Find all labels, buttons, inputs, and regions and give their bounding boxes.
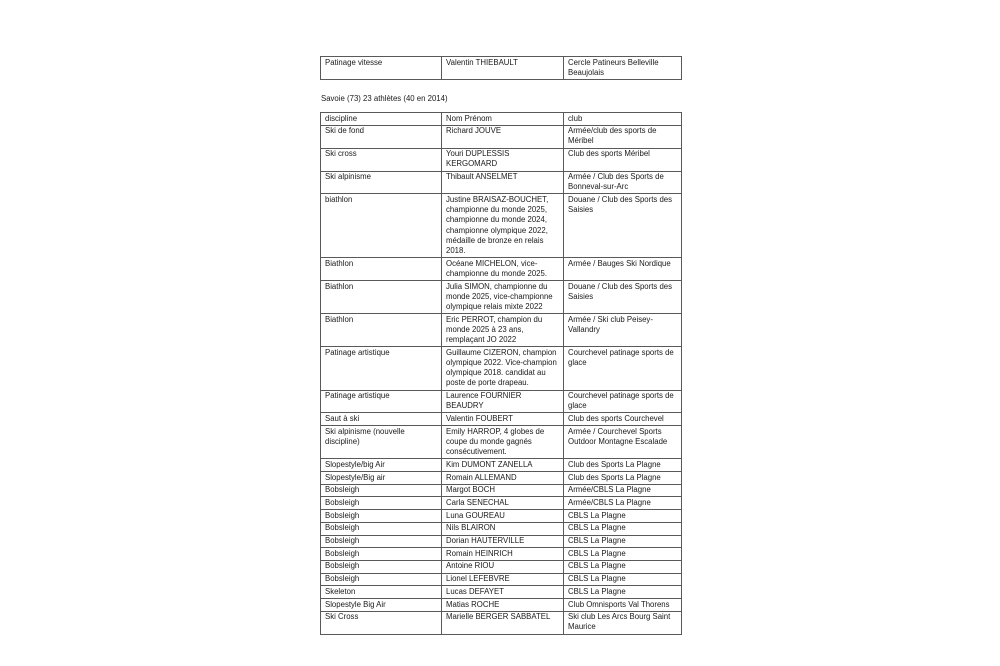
table-cell: Eric PERROT, champion du monde 2025 à 23 ans, remplaçant JO 2022 <box>442 314 564 347</box>
table-row <box>321 459 682 472</box>
table-cell: Matias ROCHE <box>442 599 564 612</box>
table-row <box>321 148 682 171</box>
table-cell: CBLS La Plagne <box>564 586 682 599</box>
column-header: Nom Prénom <box>442 113 564 126</box>
table-cell: Ski cross <box>321 148 442 171</box>
table-cell: Nils BLAIRON <box>442 522 564 535</box>
column-header: discipline <box>321 113 442 126</box>
table-cell: Bobsleigh <box>321 573 442 586</box>
table-cell: Romain ALLEMAND <box>442 472 564 485</box>
table-row <box>321 599 682 612</box>
table-cell: CBLS La Plagne <box>564 560 682 573</box>
table-cell: Courchevel patinage sports de glace <box>564 390 682 413</box>
table-cell: Club des sports Courchevel <box>564 413 682 426</box>
table-row <box>321 484 682 497</box>
table-cell: Courchevel patinage sports de glace <box>564 347 682 390</box>
table-row <box>321 390 682 413</box>
table-cell: Antoine RIOU <box>442 560 564 573</box>
table-cell: CBLS La Plagne <box>564 573 682 586</box>
table-row <box>321 611 682 634</box>
table-cell: Armée/club des sports de Méribel <box>564 125 682 148</box>
table-row <box>321 347 682 390</box>
table-cell: Richard JOUVE <box>442 125 564 148</box>
table-row <box>321 314 682 347</box>
table-cell: Cercle Patineurs Belleville Beaujolais <box>564 57 682 80</box>
table-row <box>321 510 682 523</box>
table-cell: Carla SENECHAL <box>442 497 564 510</box>
table-cell: Armée / Bauges Ski Nordique <box>564 258 682 281</box>
table-cell: CBLS La Plagne <box>564 548 682 561</box>
table-cell: Bobsleigh <box>321 560 442 573</box>
table-row <box>321 560 682 573</box>
table-cell: Armée / Club des Sports de Bonneval-sur-Arc <box>564 171 682 194</box>
table-cell: Valentin FOUBERT <box>442 413 564 426</box>
column-header: club <box>564 113 682 126</box>
table-cell: Biathlon <box>321 258 442 281</box>
table-cell: Patinage vitesse <box>321 57 442 80</box>
table-cell: Ski Cross <box>321 611 442 634</box>
table-row <box>321 413 682 426</box>
table-cell: Lucas DEFAYET <box>442 586 564 599</box>
table-cell: Club des Sports La Plagne <box>564 472 682 485</box>
table-cell: Ski club Les Arcs Bourg Saint Maurice <box>564 611 682 634</box>
table-cell: Armée/CBLS La Plagne <box>564 484 682 497</box>
table-cell: Armée / Courchevel Sports Outdoor Montagne Escalade <box>564 426 682 459</box>
table-cell: Ski alpinisme (nouvelle discipline) <box>321 426 442 459</box>
table-cell: Romain HEINRICH <box>442 548 564 561</box>
table-row <box>321 573 682 586</box>
table-cell: Justine BRAISAZ-BOUCHET, championne du monde 2025, championne du monde 2024, championne olympique 2022, médaille de bronze en relais 2018. <box>442 194 564 258</box>
table-row <box>321 426 682 459</box>
section-heading: Savoie (73) 23 athlètes (40 en 2014) <box>321 94 448 103</box>
table-cell: Club des sports Méribel <box>564 148 682 171</box>
table-row <box>321 586 682 599</box>
table-row <box>321 194 682 258</box>
table-cell: Douane / Club des Sports des Saisies <box>564 194 682 258</box>
table-cell: CBLS La Plagne <box>564 510 682 523</box>
table-cell: Océane MICHELON, vice-championne du monde 2025. <box>442 258 564 281</box>
table-cell: Youri DUPLESSIS KERGOMARD <box>442 148 564 171</box>
table-cell: Dorian HAUTERVILLE <box>442 535 564 548</box>
table-cell: Bobsleigh <box>321 522 442 535</box>
table-cell: Club Omnisports Val Thorens <box>564 599 682 612</box>
table-cell: Bobsleigh <box>321 510 442 523</box>
previous-table-fragment <box>320 56 682 80</box>
table-cell: Bobsleigh <box>321 497 442 510</box>
table-cell: Saut à ski <box>321 413 442 426</box>
table-header-row <box>321 113 682 126</box>
table-row <box>321 522 682 535</box>
table-cell: Lionel LEFEBVRE <box>442 573 564 586</box>
table-cell: Thibault ANSELMET <box>442 171 564 194</box>
table-row <box>321 535 682 548</box>
table-cell: Emily HARROP, 4 globes de coupe du monde gagnés consécutivement. <box>442 426 564 459</box>
table-row <box>321 548 682 561</box>
table-cell: Marielle BERGER SABBATEL <box>442 611 564 634</box>
table-cell: Skeleton <box>321 586 442 599</box>
table-row <box>321 497 682 510</box>
table-cell: Julia SIMON, championne du monde 2025, vice-championne olympique relais mixte 2022 <box>442 281 564 314</box>
table-cell: CBLS La Plagne <box>564 535 682 548</box>
table-row <box>321 171 682 194</box>
table-row <box>321 57 682 80</box>
table-cell: Ski alpinisme <box>321 171 442 194</box>
table-cell: Valentin THIEBAULT <box>442 57 564 80</box>
table-cell: Bobsleigh <box>321 548 442 561</box>
table-cell: Kim DUMONT ZANELLA <box>442 459 564 472</box>
table-cell: biathlon <box>321 194 442 258</box>
table-cell: Club des Sports La Plagne <box>564 459 682 472</box>
table-cell: Slopestyle/big Air <box>321 459 442 472</box>
table-cell: Luna GOUREAU <box>442 510 564 523</box>
table-row <box>321 258 682 281</box>
table-row <box>321 281 682 314</box>
table-cell: Armée / Ski club Peisey-Vallandry <box>564 314 682 347</box>
table-cell: Armée/CBLS La Plagne <box>564 497 682 510</box>
table-row <box>321 125 682 148</box>
athletes-table <box>320 112 682 635</box>
table-cell: Biathlon <box>321 314 442 347</box>
table-cell: Slopestyle/Big air <box>321 472 442 485</box>
table-cell: Biathlon <box>321 281 442 314</box>
table-cell: Douane / Club des Sports des Saisies <box>564 281 682 314</box>
table-row <box>321 472 682 485</box>
table-cell: Laurence FOURNIER BEAUDRY <box>442 390 564 413</box>
table-cell: Ski de fond <box>321 125 442 148</box>
table-cell: Margot BOCH <box>442 484 564 497</box>
table-cell: Slopestyle Big Air <box>321 599 442 612</box>
table-cell: Bobsleigh <box>321 484 442 497</box>
table-cell: Patinage artistique <box>321 347 442 390</box>
table-cell: Patinage artistique <box>321 390 442 413</box>
table-cell: CBLS La Plagne <box>564 522 682 535</box>
table-cell: Bobsleigh <box>321 535 442 548</box>
table-cell: Guillaume CIZERON, champion olympique 2022. Vice-champion olympique 2018. candidat au poste de porte drapeau. <box>442 347 564 390</box>
